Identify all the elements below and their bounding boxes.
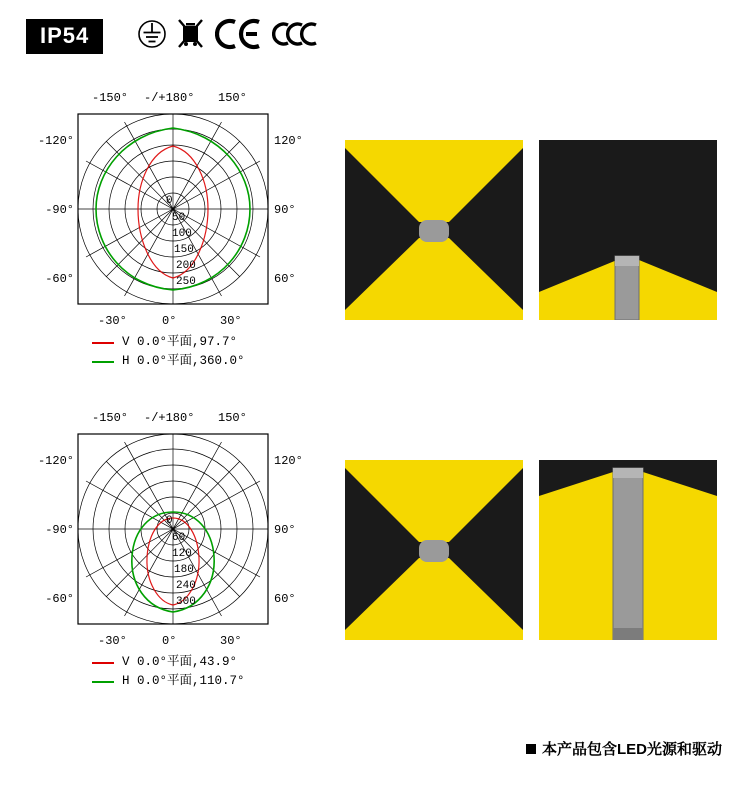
svg-text:120: 120: [172, 548, 192, 560]
earth-ground-icon: [137, 18, 167, 55]
svg-text:0: 0: [166, 195, 173, 207]
svg-text:150°: 150°: [218, 91, 247, 105]
legend-label-h: H 0.0°平面,360.0°: [122, 354, 245, 368]
footer-note: [526, 738, 722, 759]
legend-item-v: [92, 653, 245, 672]
certification-icons: [137, 18, 318, 55]
svg-text:240: 240: [176, 580, 196, 592]
beam-front-up-down-2: [345, 460, 523, 640]
svg-text:60°: 60°: [274, 272, 296, 286]
svg-text:-120°: -120°: [37, 454, 74, 468]
svg-text:-60°: -60°: [45, 272, 74, 286]
svg-text:-/+180°: -/+180°: [144, 91, 195, 105]
svg-text:90°: 90°: [274, 523, 296, 537]
svg-text:250: 250: [176, 276, 196, 288]
svg-text:100: 100: [172, 228, 192, 240]
bullet-square-icon: [526, 744, 536, 754]
beam-photos-1: [345, 140, 717, 320]
legend-item-v: [92, 333, 245, 352]
svg-text:-120°: -120°: [37, 134, 74, 148]
svg-text:30°: 30°: [220, 634, 242, 648]
svg-text:0: 0: [166, 515, 173, 527]
svg-text:0°: 0°: [162, 314, 177, 328]
svg-text:50: 50: [172, 212, 186, 224]
legend-item-h: [92, 352, 245, 371]
svg-text:-30°: -30°: [98, 634, 127, 648]
legend-swatch-h: [92, 361, 114, 363]
legend-label-v: V 0.0°平面,43.9°: [122, 655, 238, 669]
ccc-mark-icon: [272, 18, 318, 55]
svg-text:-/+180°: -/+180°: [144, 411, 195, 425]
svg-text:-30°: -30°: [98, 314, 127, 328]
svg-text:-150°: -150°: [92, 411, 129, 425]
legend-item-h: [92, 672, 245, 691]
header-badges: [26, 18, 318, 55]
legend-chart-1: [92, 333, 245, 371]
svg-text:200: 200: [176, 260, 196, 272]
legend-chart-2: [92, 653, 245, 691]
svg-text:120°: 120°: [274, 454, 303, 468]
beam-side-wall-2: [539, 460, 717, 640]
svg-text:90°: 90°: [274, 203, 296, 217]
svg-text:60: 60: [172, 532, 186, 544]
footer-note-text: 本产品包含LED光源和驱动: [541, 741, 722, 758]
legend-swatch-v: [92, 342, 114, 344]
beam-front-up-down-1: [345, 140, 523, 320]
svg-text:180: 180: [174, 564, 194, 576]
svg-text:60°: 60°: [274, 592, 296, 606]
legend-label-h: H 0.0°平面,110.7°: [122, 674, 245, 688]
svg-text:-150°: -150°: [92, 91, 129, 105]
svg-text:-90°: -90°: [45, 523, 74, 537]
svg-text:120°: 120°: [274, 134, 303, 148]
weee-crossed-bin-icon: [178, 18, 204, 55]
svg-text:-60°: -60°: [45, 592, 74, 606]
svg-text:150: 150: [174, 244, 194, 256]
svg-text:-90°: -90°: [45, 203, 74, 217]
legend-swatch-v: [92, 662, 114, 664]
svg-text:30°: 30°: [220, 314, 242, 328]
legend-label-v: V 0.0°平面,97.7°: [122, 335, 238, 349]
beam-side-wall-1: [539, 140, 717, 320]
svg-text:150°: 150°: [218, 411, 247, 425]
legend-swatch-h: [92, 681, 114, 683]
svg-text:0°: 0°: [162, 634, 177, 648]
ip-rating-badge: IP54: [26, 19, 103, 54]
svg-text:300: 300: [176, 596, 196, 608]
ce-mark-icon: [215, 18, 261, 55]
beam-photos-2: [345, 460, 717, 640]
